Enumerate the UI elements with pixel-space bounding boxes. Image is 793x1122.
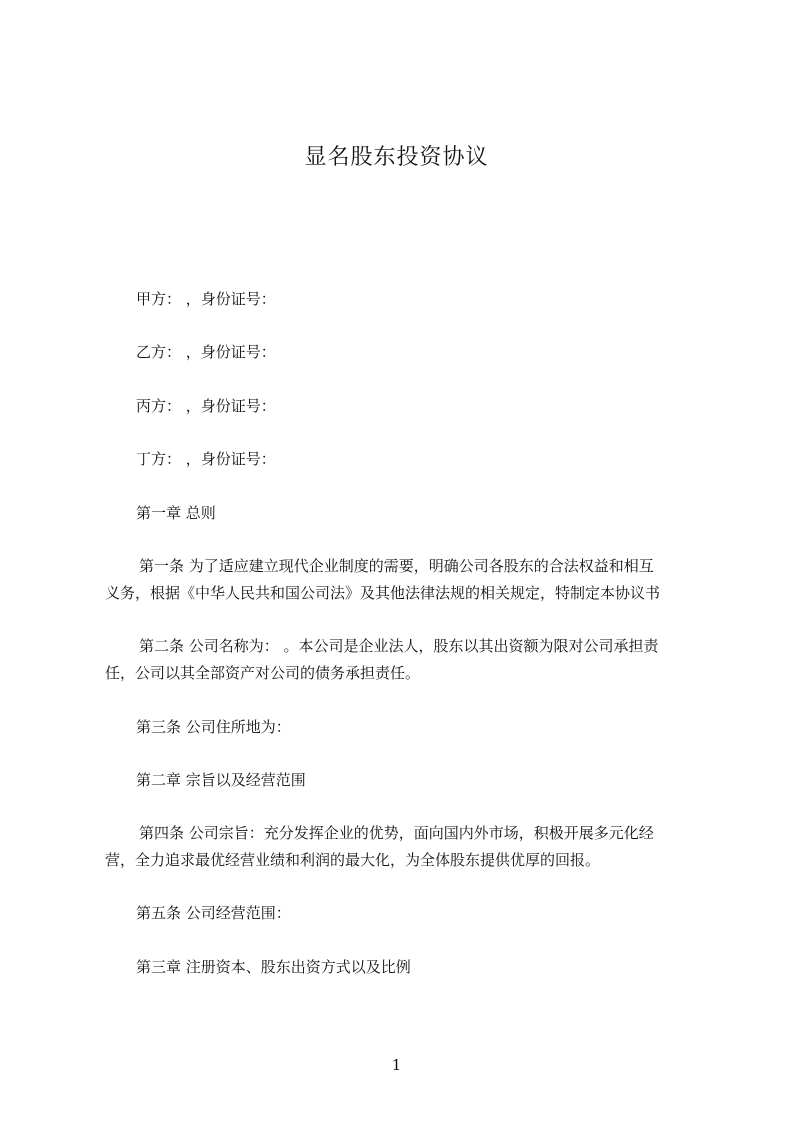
article-line: 任，公司以其全部资产对公司的债务承担责任。 xyxy=(105,664,421,682)
article-line: 第三条 公司住所地为： xyxy=(136,718,291,736)
party-a-line: 甲方： ，身份证号： xyxy=(136,290,276,308)
article-line: 义务，根据《中华人民共和国公司法》及其他法律法规的相关规定，特制定本协议书 xyxy=(105,584,661,602)
article-line: 第四条 公司宗旨：充分发挥企业的优势，面向国内外市场，积极开展多元化经 xyxy=(139,824,654,842)
article-line: 第二条 公司名称为： 。本公司是企业法人，股东以其出资额为限对公司承担责 xyxy=(139,637,659,655)
party-d-line: 丁方： ，身份证号： xyxy=(136,450,276,468)
document-title: 显名股东投资协议 xyxy=(304,145,489,170)
article-line: 营，全力追求最优经营业绩和利润的最大化，为全体股东提供优厚的回报。 xyxy=(105,851,601,869)
article-line: 第五条 公司经营范围： xyxy=(136,904,291,922)
article-line: 第一条 为了适应建立现代企业制度的需要，明确公司各股东的合法权益和相互 xyxy=(139,557,654,575)
party-c-line: 丙方： ，身份证号： xyxy=(136,397,276,415)
page-number: 1 xyxy=(391,1056,402,1074)
chapter-heading: 第一章 总则 xyxy=(136,504,216,522)
chapter-heading: 第三章 注册资本、股东出资方式以及比例 xyxy=(136,958,411,976)
chapter-heading: 第二章 宗旨以及经营范围 xyxy=(136,771,306,789)
party-b-line: 乙方： ，身份证号： xyxy=(136,343,276,361)
